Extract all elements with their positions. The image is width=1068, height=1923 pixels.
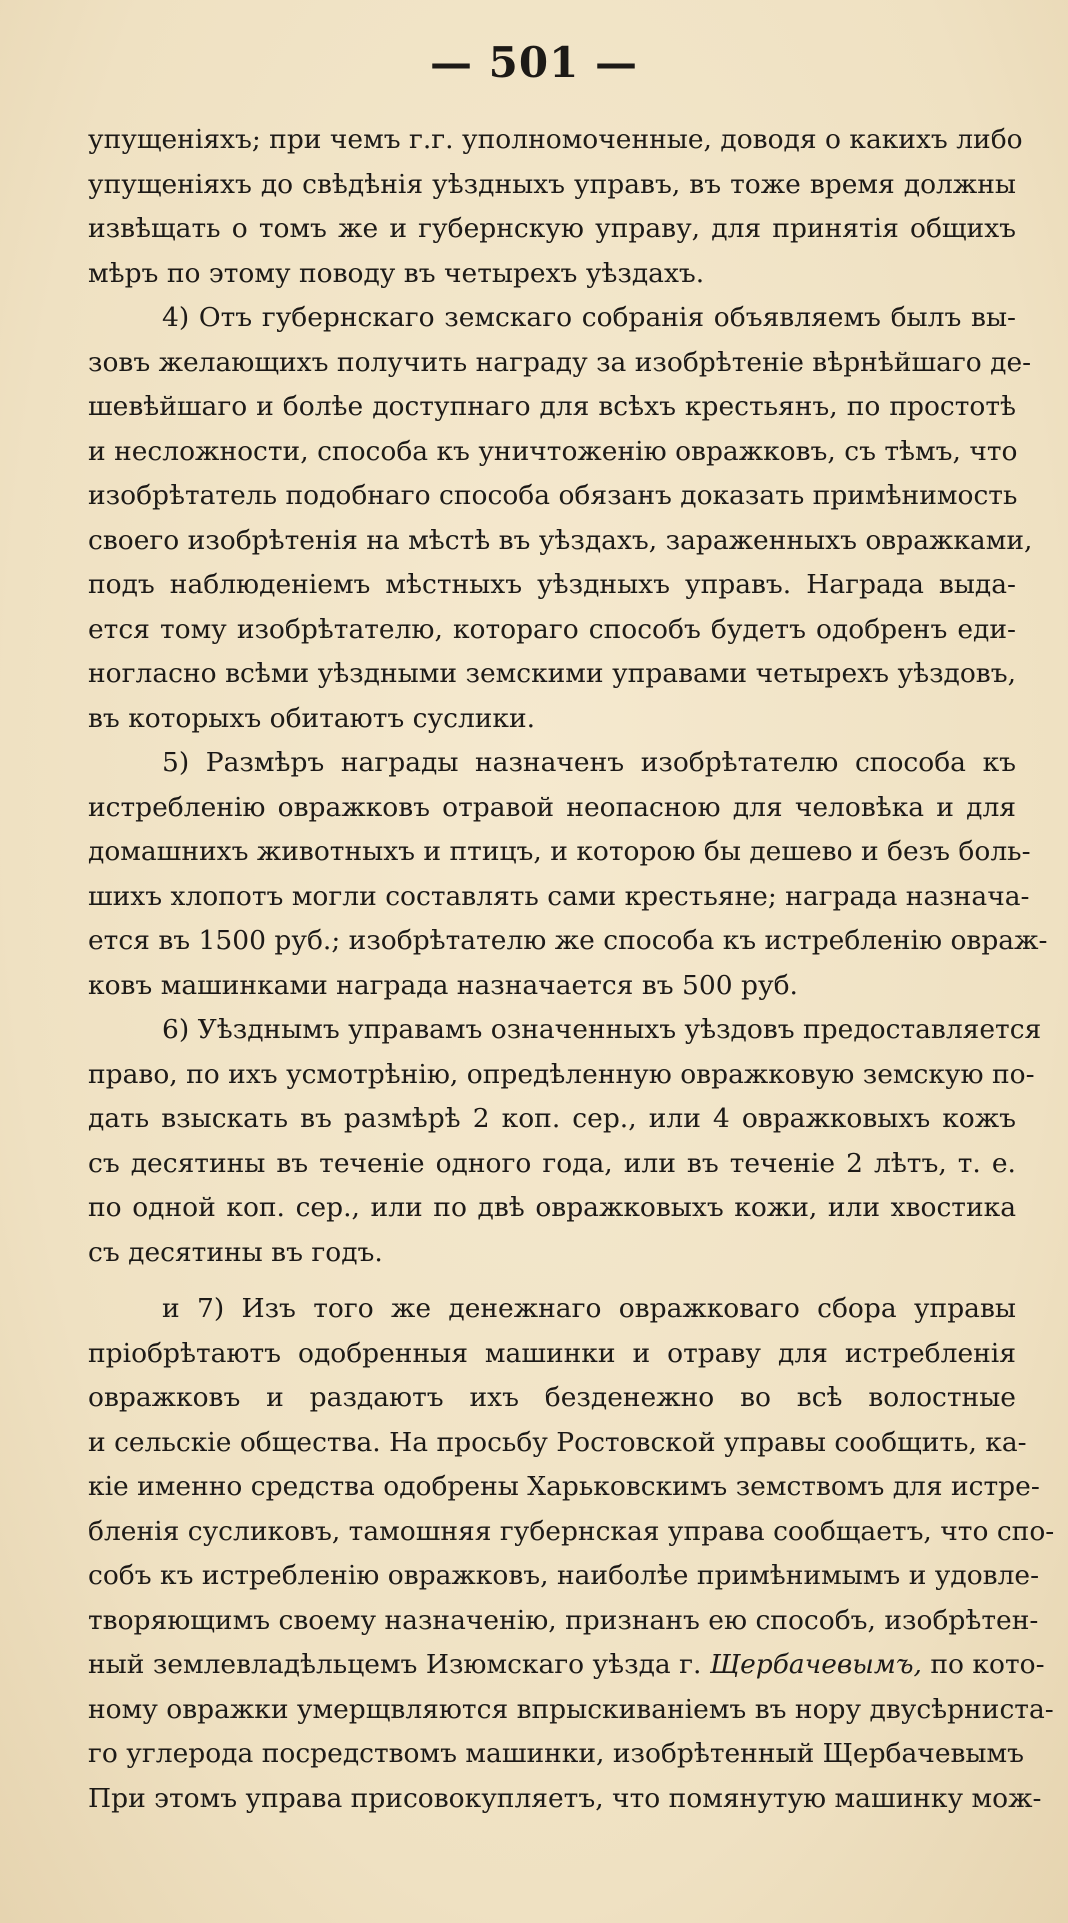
text-line: пріобрѣтаютъ одобренныя машинки и отраву для истребленія <box>88 1337 1016 1369</box>
text-line: ется тому изобрѣтателю, котораго способъ будетъ одобренъ еди- <box>88 613 1016 645</box>
text-line: въ которыхъ обитаютъ суслики. <box>88 702 536 734</box>
text-line: го углерода посредствомъ машинки, изобрѣтенный Щербачевымъ <box>88 1738 1024 1769</box>
text-line: ется въ 1500 руб.; изобрѣтателю же способа къ истребленію овраж- <box>88 925 1048 956</box>
text-line: При этомъ управа присовокупляетъ, что помянутую машинку мож- <box>88 1782 1042 1814</box>
line-tail: по кото- <box>930 1649 1045 1680</box>
text-line: мѣръ по этому поводу въ четырехъ уѣздахъ. <box>88 257 705 289</box>
line-head: ный землевладѣльцемъ Изюмскаго уѣзда г. <box>88 1649 702 1680</box>
text-line: творяющимъ своему назначенію, признанъ ею способъ, изобрѣтен- <box>88 1604 1039 1636</box>
text-line-with-name <box>88 1643 1045 1688</box>
text-line: съ десятины въ теченіе одного года, или въ теченіе 2 лѣтъ, т. е. <box>88 1147 1016 1179</box>
text-line: и несложности, способа къ уничтоженію овражковъ, съ тѣмъ, что <box>88 435 1018 467</box>
body-text <box>88 118 1055 1821</box>
text-line: кіе именно средства одобрены Харьковскимъ земствомъ для истре- <box>88 1471 1040 1502</box>
text-line: ковъ машинками награда назначается въ 500 руб. <box>88 969 798 1001</box>
text-line: съ десятины въ годъ. <box>88 1236 383 1268</box>
text-line: ному овражки умерщвляются впрыскиваніемъ въ нору двусѣрниста- <box>88 1693 1054 1725</box>
text-line: истребленію овражковъ отравой неопасною для человѣка и для <box>88 791 1016 823</box>
inventor-name: Щербачевымъ, <box>709 1649 922 1680</box>
text-line: своего изобрѣтенія на мѣстѣ въ уѣздахъ, зараженныхъ овражками, <box>88 524 1033 556</box>
paragraph-4-start: 4) Отъ губернскаго земскаго собранія объявляемъ былъ вы- <box>162 302 1016 333</box>
text-line: упущеніяхъ; при чемъ г.г. уполномоченные, доводя о какихъ либо <box>88 124 1023 155</box>
text-line: бленія сусликовъ, тамошняя губернская управа сообщаетъ, что спо- <box>88 1515 1055 1547</box>
text-line: изобрѣтатель подобнаго способа обязанъ доказать примѣнимость <box>88 480 1018 511</box>
text-line: шевѣйшаго и болѣе доступнаго для всѣхъ крестьянъ, по простотѣ <box>88 391 1016 422</box>
text-line: дать взыскать въ размѣрѣ 2 коп. сер., или 4 овражковыхъ кожъ <box>88 1103 1016 1134</box>
text-line: домашнихъ животныхъ и птицъ, и которою бы дешево и безъ боль- <box>88 836 1031 867</box>
page-number: — 501 — <box>430 38 638 87</box>
paragraph-gap <box>88 1275 1016 1287</box>
text-line: ногласно всѣми уѣздными земскими управами четырехъ уѣздовъ, <box>88 658 1016 689</box>
text-line: извѣщать о томъ же и губернскую управу, для принятія общихъ <box>88 213 1016 244</box>
paragraph-5-start: 5) Размѣръ награды назначенъ изобрѣтателю способа къ <box>162 747 1016 778</box>
text-line: по одной коп. сер., или по двѣ овражковыхъ кожи, или хвостика <box>88 1192 1016 1223</box>
text-line: подъ наблюденіемъ мѣстныхъ уѣздныхъ управъ. Награда выда- <box>88 569 1016 600</box>
text-line: зовъ желающихъ получить награду за изобрѣтеніе вѣрнѣйшаго де- <box>88 346 1032 378</box>
paragraph-7-start: и 7) Изъ того же денежнаго овражковаго сбора управы <box>162 1293 1016 1324</box>
paragraph-6-start: 6) Уѣзднымъ управамъ означенныхъ уѣздовъ предоставляется <box>162 1014 1042 1045</box>
text-line: и сельскіе общества. На просьбу Ростовской управы сообщить, ка- <box>88 1426 1027 1458</box>
text-line: упущеніяхъ до свѣдѣнія уѣздныхъ управъ, въ тоже время должны <box>88 168 1016 200</box>
text-line: право, по ихъ усмотрѣнію, опредѣленную овражковую земскую по- <box>88 1058 1035 1090</box>
text-line: шихъ хлопотъ могли составлять сами крестьяне; награда назнача- <box>88 880 1030 912</box>
text-line: овражковъ и раздаютъ ихъ безденежно во всѣ волостные <box>88 1382 1016 1413</box>
text-line: собъ къ истребленію овражковъ, наиболѣе примѣнимымъ и удовле- <box>88 1560 1040 1591</box>
